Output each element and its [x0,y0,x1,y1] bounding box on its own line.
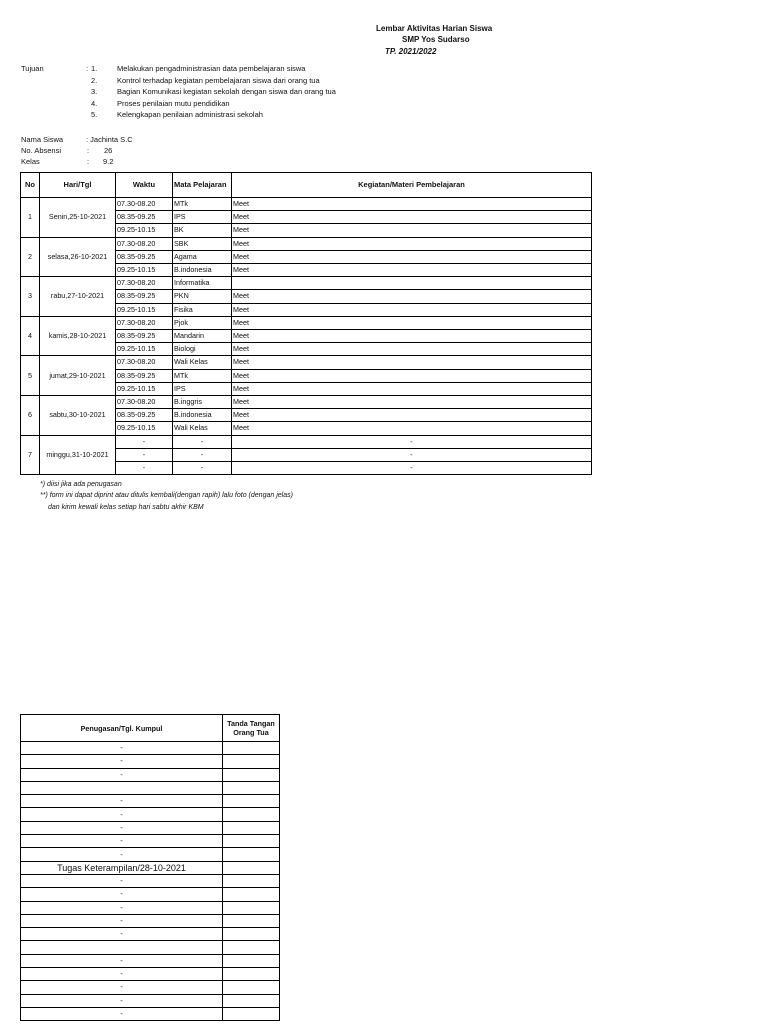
assignment-sign-cell [223,981,280,994]
activity-cell: Meet [232,264,592,277]
schedule-table [20,172,592,475]
note-line-2: **) form ini dapat diprint atau ditulis kembali(dengan rapih) lalu foto (dengan jelas) [40,492,293,499]
note-line-3: dan kirim kewali kelas setiap hari sabtu akhir KBM [48,504,204,511]
assignment-row [21,901,280,914]
subject-cell: Wali Kelas [173,356,232,369]
subject-cell: MTk [173,369,232,382]
subject-cell: - [173,435,232,448]
day-date: rabu,27-10-2021 [40,277,116,317]
header-sign-line-2: Orang Tua [233,728,269,737]
assignment-sign-cell [223,768,280,781]
assignment-row [21,835,280,848]
activity-cell: Meet [232,198,592,211]
subject-cell: Biologi [173,343,232,356]
assignment-row [21,1007,280,1020]
assignment-sign-cell [223,954,280,967]
time-cell: 09.25-10.15 [116,422,173,435]
assignment-row [21,928,280,941]
activity-cell: Meet [232,369,592,382]
assignment-sign-cell [223,888,280,901]
assignment-task-cell: - [21,914,223,927]
assignment-task-cell: - [21,981,223,994]
day-date: sabtu,30-10-2021 [40,396,116,436]
assignment-sign-cell [223,941,280,954]
assignment-row [21,888,280,901]
schedule-row [21,435,592,448]
day-number: 4 [21,316,40,356]
assignment-row [21,848,280,861]
assignment-sign-cell [223,742,280,755]
time-cell: 07.30-08.20 [116,198,173,211]
assignment-sign-cell [223,874,280,887]
assignment-header-row [21,715,280,742]
day-number: 5 [21,356,40,396]
schedule-row [21,316,592,329]
schedule-row [21,237,592,250]
header-mata-pelajaran: Mata Pelajaran [173,173,232,198]
subject-cell: Agama [173,250,232,263]
assignment-row [21,821,280,834]
assignment-row [21,768,280,781]
tujuan-item-number: 3. [91,87,98,97]
time-cell: 09.25-10.15 [116,343,173,356]
assignment-row [21,941,280,954]
assignment-row [21,781,280,794]
activity-cell: Meet [232,343,592,356]
tujuan-item-text: Kontrol terhadap kegiatan pembelajaran siswa dari orang tua [117,75,320,85]
activity-cell: Meet [232,237,592,250]
assignment-task-cell: - [21,821,223,834]
day-number: 6 [21,396,40,436]
assignment-task-cell: - [21,755,223,768]
time-cell: 08.35-09.25 [116,330,173,343]
header-no: No [21,173,40,198]
assignment-row [21,914,280,927]
assignment-sign-cell [223,808,280,821]
schedule-header-row [21,173,592,198]
assignment-task-cell: - [21,888,223,901]
assignment-sign-cell [223,914,280,927]
day-number: 7 [21,435,40,475]
time-cell: - [116,435,173,448]
assignment-sign-cell [223,968,280,981]
assignment-row [21,954,280,967]
subject-cell: Fisika [173,303,232,316]
assignment-task-cell: - [21,928,223,941]
assignment-row [21,742,280,755]
subject-cell: MTk [173,198,232,211]
time-cell: 09.25-10.15 [116,224,173,237]
assignment-task-cell: - [21,1007,223,1020]
tujuan-item-text: Melakukan pengadministrasian data pembelajaran siswa [117,64,306,73]
assignment-row [21,808,280,821]
school-year: TP. 2021/2022 [385,47,437,56]
time-cell: 08.35-09.25 [116,211,173,224]
time-cell: 07.30-08.20 [116,356,173,369]
activity-cell: - [232,448,592,461]
assignment-row [21,755,280,768]
day-date: minggu,31-10-2021 [40,435,116,475]
tujuan-item-text: Bagian Komunikasi kegiatan sekolah dengan siswa dan orang tua [117,87,336,97]
activity-cell: Meet [232,356,592,369]
time-cell: 08.35-09.25 [116,369,173,382]
tujuan-item-number: 2. [91,75,98,85]
time-cell: 08.35-09.25 [116,250,173,263]
schedule-row [21,356,592,369]
header-sign-line-1: Tanda Tangan [227,719,275,728]
day-number: 2 [21,237,40,277]
activity-cell: Meet [232,211,592,224]
assignment-row [21,874,280,887]
assignment-task-cell: - [21,968,223,981]
subject-cell: - [173,462,232,475]
subject-cell: Pjok [173,316,232,329]
assignment-sign-cell [223,1007,280,1020]
time-cell: - [116,448,173,461]
activity-cell: - [232,435,592,448]
tujuan-item-number: 4. [91,98,98,108]
tujuan-item-text: Proses penilaian mutu pendidikan [117,98,230,108]
activity-cell: Meet [232,316,592,329]
tujuan-colon: : [86,64,89,73]
tujuan-item-number: 5. [91,110,98,120]
day-date: jumat,29-10-2021 [40,356,116,396]
subject-cell: Informatika [173,277,232,290]
subject-cell: IPS [173,382,232,395]
activity-cell: Meet [232,290,592,303]
time-cell: 08.35-09.25 [116,409,173,422]
subject-cell: B.indonesia [173,264,232,277]
assignment-sign-cell [223,901,280,914]
day-date: Senin,25-10-2021 [40,198,116,238]
note-line-1: *) diisi jika ada penugasan [40,481,122,488]
time-cell: 07.30-08.20 [116,277,173,290]
nama-siswa-value: : Jachinta S.C [86,135,133,144]
day-date: selasa,26-10-2021 [40,237,116,277]
assignment-sign-cell [223,928,280,941]
assignment-sign-cell [223,994,280,1007]
no-absensi-colon: : [87,146,90,155]
assignment-sign-cell [223,821,280,834]
assignment-task-cell: - [21,901,223,914]
activity-cell: - [232,462,592,475]
activity-cell [232,277,592,290]
header-tanda-tangan [223,715,280,742]
time-cell: 09.25-10.15 [116,303,173,316]
assignment-task-cell [21,941,223,954]
subject-cell: BK [173,224,232,237]
assignment-sign-cell [223,755,280,768]
assignment-task-cell: - [21,808,223,821]
activity-cell: Meet [232,422,592,435]
time-cell: 09.25-10.15 [116,382,173,395]
school-name: SMP Yos Sudarso [402,35,470,44]
kelas-value: 9.2 [103,157,114,166]
assignment-sign-cell [223,835,280,848]
subject-cell: B.inggris [173,396,232,409]
kelas-colon: : [87,157,90,166]
assignment-sign-cell [223,795,280,808]
activity-cell: Meet [232,330,592,343]
assignment-row [21,981,280,994]
time-cell: 07.30-08.20 [116,237,173,250]
assignment-sign-cell [223,781,280,794]
tujuan-label: Tujuan [21,64,44,73]
day-date: kamis,28-10-2021 [40,316,116,356]
subject-cell: - [173,448,232,461]
subject-cell: SBK [173,237,232,250]
header-kegiatan: Kegiatan/Materi Pembelajaran [232,173,592,198]
schedule-row [21,396,592,409]
tujuan-item-number: 1. [91,64,98,73]
activity-cell: Meet [232,250,592,263]
document-title: Lembar Aktivitas Harian Siswa [376,24,493,33]
assignment-task-cell: - [21,954,223,967]
time-cell: - [116,462,173,475]
activity-cell: Meet [232,303,592,316]
time-cell: 07.30-08.20 [116,396,173,409]
assignment-task-cell: - [21,742,223,755]
activity-cell: Meet [232,382,592,395]
assignment-task-cell: - [21,874,223,887]
assignment-sign-cell [223,848,280,861]
header-penugasan: Penugasan/Tgl. Kumpul [21,715,223,742]
assignment-task-cell: - [21,835,223,848]
header-hari-tgl: Hari/Tgl [40,173,116,198]
schedule-row [21,277,592,290]
activity-cell: Meet [232,409,592,422]
subject-cell: B.indonesia [173,409,232,422]
schedule-row [21,198,592,211]
tujuan-item-text: Kelengkapan penilaian administrasi sekolah [117,110,263,120]
assignment-row [21,861,280,874]
assignment-row [21,994,280,1007]
nama-siswa-label: Nama Siswa [21,135,64,144]
assignment-task-cell: Tugas Keterampilan/28-10-2021 [21,861,223,874]
assignment-task-cell: - [21,795,223,808]
subject-cell: Wali Kelas [173,422,232,435]
assignment-table [20,714,280,1021]
no-absensi-label: No. Absensi [21,146,62,155]
day-number: 1 [21,198,40,238]
assignment-task-cell: - [21,768,223,781]
time-cell: 09.25-10.15 [116,264,173,277]
no-absensi-value: 26 [104,146,113,155]
assignment-row [21,795,280,808]
assignment-task-cell: - [21,848,223,861]
time-cell: 07.30-08.20 [116,316,173,329]
assignment-row [21,968,280,981]
assignment-task-cell [21,781,223,794]
kelas-label: Kelas [21,157,40,166]
day-number: 3 [21,277,40,317]
activity-cell: Meet [232,224,592,237]
time-cell: 08.35-09.25 [116,290,173,303]
header-waktu: Waktu [116,173,173,198]
subject-cell: IPS [173,211,232,224]
activity-cell: Meet [232,396,592,409]
subject-cell: PKN [173,290,232,303]
subject-cell: Mandarin [173,330,232,343]
assignment-sign-cell [223,861,280,874]
assignment-task-cell: - [21,994,223,1007]
